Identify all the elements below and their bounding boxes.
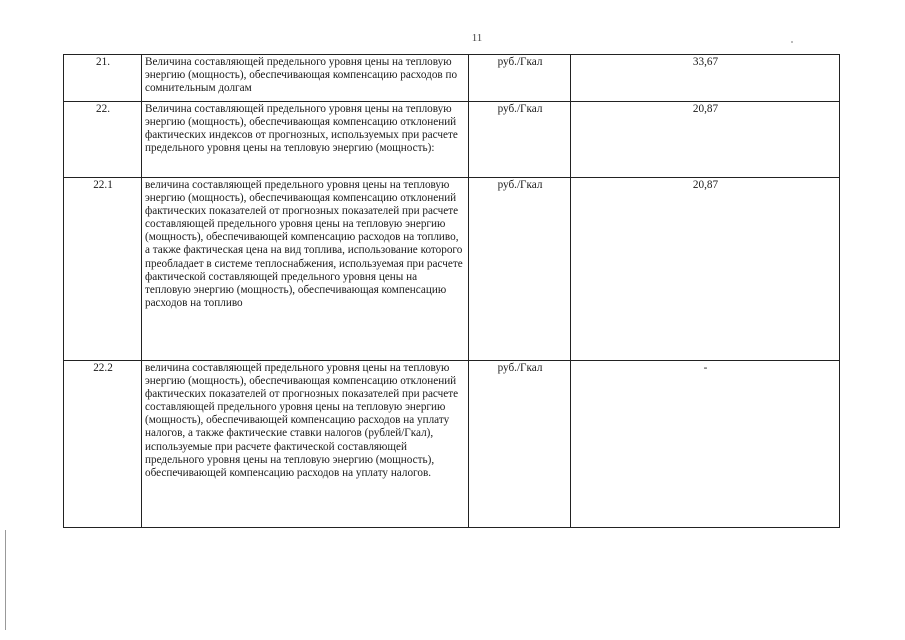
table-row — [64, 55, 840, 102]
row-description: Величина составляющей предельного уровня цены на тепловую энергию (мощность), обеспечивающая компенсацию расходов по сомнительным долгам — [142, 55, 469, 102]
tariff-table — [63, 54, 840, 528]
row-description: величина составляющей предельного уровня цены на тепловую энергию (мощность), обеспечивающая компенсацию отклонений фактических показателей от прогнозных показателей при расчете составляющей предельного уровня цены на тепловую энергию (мощность), обеспечивающей компенсацию расходов на уплату налогов, а также фактические ставки налогов (рублей/Гкал), используемые при расчете фактической составляющей предельного уровня цены на тепловую энергию (мощность), обеспечивающей компенсацию расходов на уплату налогов. — [142, 361, 469, 528]
row-unit: руб./Гкал — [469, 361, 571, 528]
scan-margin-line — [5, 530, 6, 630]
row-value: 20,87 — [571, 102, 840, 178]
row-unit: руб./Гкал — [469, 178, 571, 361]
table-row — [64, 102, 840, 178]
row-value: - — [571, 361, 840, 528]
row-description: величина составляющей предельного уровня цены на тепловую энергию (мощность), обеспечивающая компенсацию отклонений фактических показателей от прогнозных показателей при расчете составляющей предельного уровня цены на тепловую энергию (мощность), обеспечивающей компенсацию расходов на топливо, а также фактическая цена на вид топлива, использование которого преобладает в системе теплоснабжения, используемая при расчете фактической составляющей предельного уровня цены на тепловую энергию (мощность), обеспечивающая компенсацию расходов на топливо — [142, 178, 469, 361]
row-number: 21. — [64, 55, 142, 102]
row-value: 33,67 — [571, 55, 840, 102]
row-value: 20,87 — [571, 178, 840, 361]
table-row — [64, 361, 840, 528]
scan-speck — [791, 41, 793, 43]
row-description: Величина составляющей предельного уровня цены на тепловую энергию (мощность), обеспечивающая компенсацию отклонений фактических индексов от прогнозных, используемых при расчете предельного уровня цены на тепловую энергию (мощность): — [142, 102, 469, 178]
row-number: 22. — [64, 102, 142, 178]
page-number: 11 — [471, 32, 483, 44]
row-number: 22.2 — [64, 361, 142, 528]
row-number: 22.1 — [64, 178, 142, 361]
table-row — [64, 178, 840, 361]
row-unit: руб./Гкал — [469, 102, 571, 178]
row-unit: руб./Гкал — [469, 55, 571, 102]
